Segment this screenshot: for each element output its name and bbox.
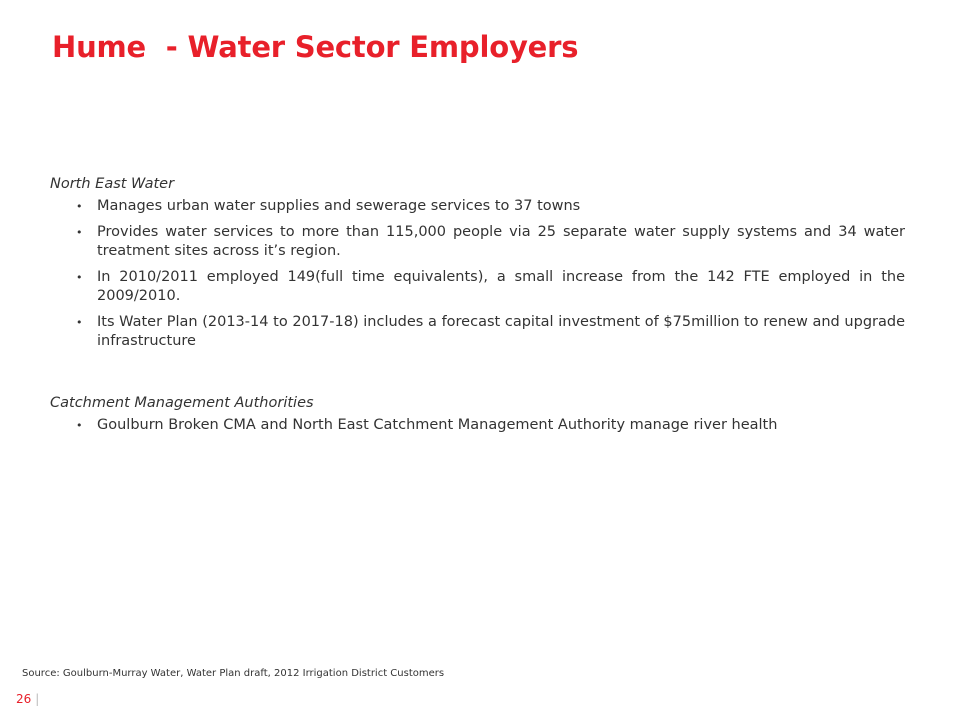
bullet-icon: • — [76, 271, 83, 284]
list-item-text: Provides water services to more than 115,000 people via 25 separate water supply systems and 34 water treatment sites across it’s region. — [97, 224, 905, 259]
bullet-list — [50, 416, 905, 435]
list-item — [50, 197, 905, 216]
list-item-text: Manages urban water supplies and sewerage services to 37 towns — [97, 198, 581, 214]
list-item-text: Goulburn Broken CMA and North East Catchment Management Authority manage river health — [97, 417, 778, 433]
page-number: 26 — [16, 692, 32, 706]
page-footer — [16, 692, 39, 706]
bullet-list — [50, 197, 905, 351]
section-catchment-management — [50, 395, 905, 435]
section-heading: Catchment Management Authorities — [50, 395, 314, 411]
page-separator: | — [35, 692, 40, 706]
list-item — [50, 313, 905, 351]
bullet-icon: • — [76, 200, 83, 213]
list-item — [50, 268, 905, 306]
page-title: Hume - Water Sector Employers — [52, 30, 579, 64]
slide-content — [50, 176, 905, 442]
list-item — [50, 416, 905, 435]
section-north-east-water — [50, 176, 905, 351]
source-note: Source: Goulburn-Murray Water, Water Plan draft, 2012 Irrigation District Customers — [22, 668, 445, 679]
bullet-icon: • — [76, 226, 83, 239]
section-heading: North East Water — [50, 176, 175, 192]
list-item-text: Its Water Plan (2013-14 to 2017-18) includes a forecast capital investment of $75million to renew and upgrade infrastructure — [97, 314, 905, 349]
list-item — [50, 223, 905, 261]
bullet-icon: • — [76, 316, 83, 329]
list-item-text: In 2010/2011 employed 149(full time equivalents), a small increase from the 142 FTE employed in the 2009/2010. — [97, 269, 905, 304]
bullet-icon: • — [76, 419, 83, 432]
